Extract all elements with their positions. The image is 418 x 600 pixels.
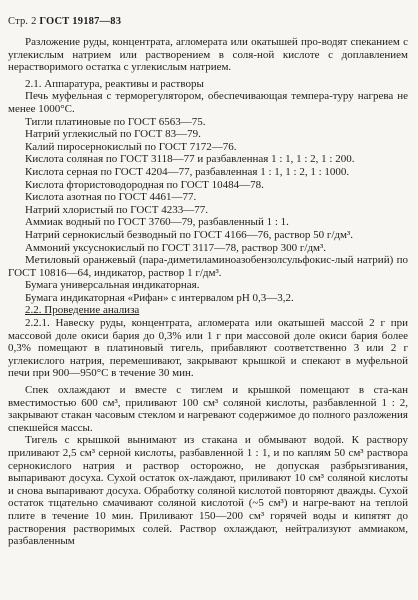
page-label: Стр. 2 [8,16,37,27]
equipment-item: Натрий хлористый по ГОСТ 4233—77. [25,203,208,216]
equipment-item: Бумага универсальная индикаторная. [25,279,200,292]
procedure-paragraph: Тигель с крышкой вынимают из стакана и обмывают водой. К раствору приливают 2,5 см³ серной кислоты, разбавленной 1 : 1, и по каплям 50 см³ раствора сернокислого натрия и раствор осторожно, не допуская разбрызгивания, выпаривают досуха. Сухой остаток ох-лаждают, приливают 10 см³ соляной кислоты и снова выпаривают досуха. Обработку соляной кислотой повторяют дважды. Сухой остаток тщательно смачивают соляной кислотой (~5 см³) и нагре-вают на теплой плите в течение 10 мин. Приливают 150—200 см³ горячей воды и кипятят до растворения растворимых солей. Раствор охлаждают, нейтрализуют аммиаком, разбавленным [8,434,408,548]
procedure-paragraph: 2.2.1. Навеску руды, концентрата, агломерата или окатышей массой 2 г при массовой доле окиси бария до 0,3% или 1 г при массовой доле окиси бария более 0,3% помещают в платиновый тигель, прибавляют соответственно 3 или 2 г углекислого натрия, перемешивают, закрывают крышкой и спекают в муфельной печи при 900—950°С в течение 30 мин. [8,317,408,380]
equipment-item: Аммиак водный по ГОСТ 3760—79, разбавленный 1 : 1. [25,216,289,229]
intro-paragraph: Разложение руды, концентрата, агломерата или окатышей про-водят спеканием с углекислым натрием или растворением в соля-ной кислоте с доплавлением нерастворимого остатка с углекислым натрием. [8,36,408,74]
procedure-paragraph: Спек охлаждают и вместе с тиглем и крышкой помещают в ста-кан вместимостью 600 см³, приливают 100 см³ соляной кислоты, разбавленной 1 : 2, закрывают стакан часовым стеклом и нагревают содержимое до полного разложения спекшейся массы. [8,384,408,434]
section-heading-2-2: 2.2. Проведение анализа [25,304,140,317]
equipment-item: Метиловый оранжевый (пара-диметиламиноазобензолсульфокис-лый натрий) по ГОСТ 10816—64, индикатор, раствор 1 г/дм³. [8,254,408,279]
equipment-item: Печь муфельная с терморегулятором, обеспечивающая темпера-туру нагрева не менее 1000°С. [8,90,408,115]
equipment-item: Натрий сернокислый безводный по ГОСТ 4166—76, раствор 50 г/дм³. [25,228,354,241]
section-heading-2-1: 2.1. Аппаратура, реактивы и растворы [25,77,204,90]
equipment-item: Аммоний уксуснокислый по ГОСТ 3117—78, раствор 300 г/дм³. [25,241,327,254]
standard-number: ГОСТ 19187—83 [39,16,122,27]
equipment-item: Тигли платиновые по ГОСТ 6563—75. [25,115,206,128]
equipment-item: Калий пиросернокислый по ГОСТ 7172—76. [25,140,237,153]
page-header [8,16,121,27]
equipment-item: Кислота соляная по ГОСТ 3118—77 и разбавленная 1 : 1, 1 : 2, 1 : 200. [25,153,355,166]
equipment-item: Кислота серная по ГОСТ 4204—77, разбавленная 1 : 1, 1 : 2, 1 : 1000. [25,165,350,178]
equipment-item: Натрий углекислый по ГОСТ 83—79. [25,128,201,141]
equipment-item: Бумага индикаторная «Рифан» с интервалом рН 0,3—3,2. [25,291,294,304]
equipment-item: Кислота фтористоводородная по ГОСТ 10484—78. [25,178,264,191]
document-body [8,36,408,548]
equipment-item: Кислота азотная по ГОСТ 4461—77. [25,191,197,204]
